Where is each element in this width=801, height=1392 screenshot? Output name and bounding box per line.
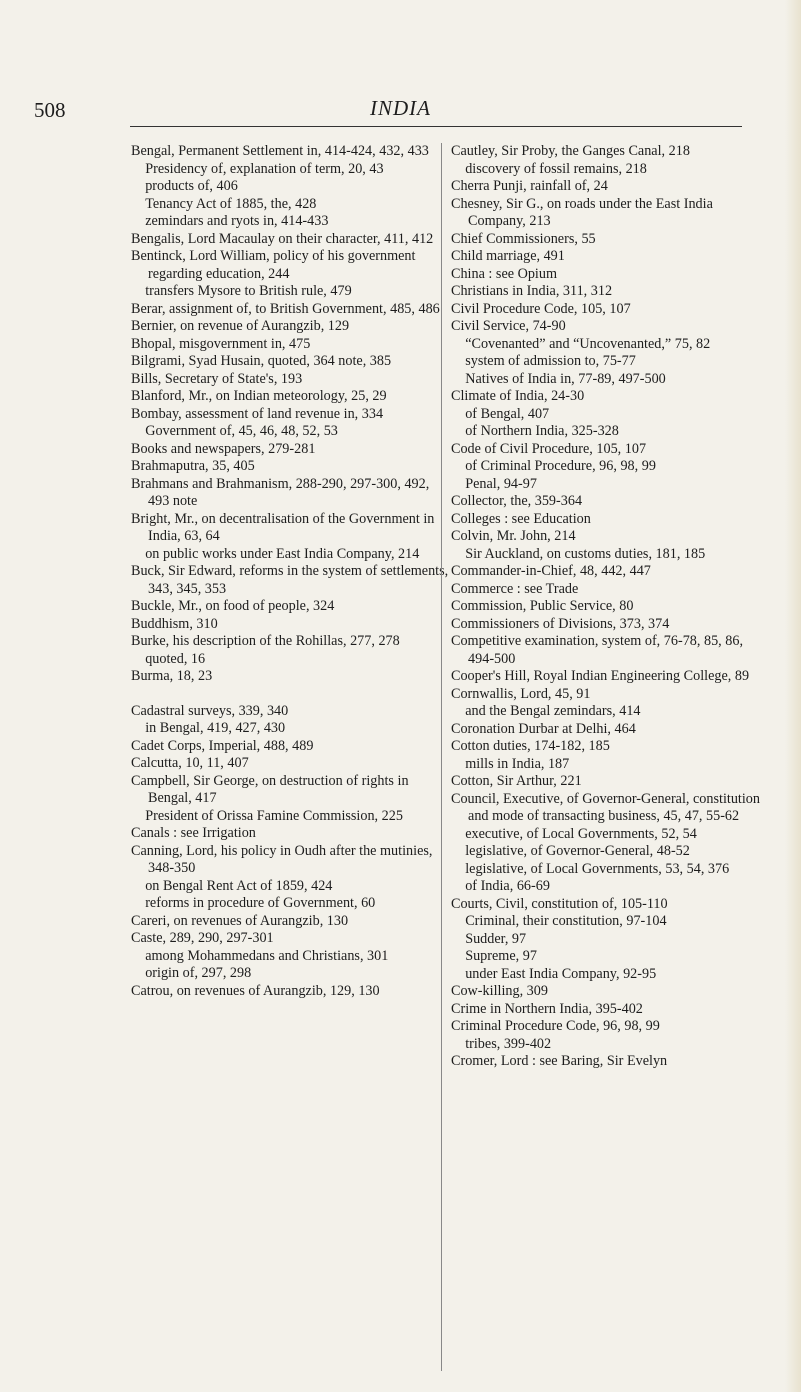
index-entry: Bright, Mr., on decentralisation of the Government in India, 63, 64	[131, 510, 435, 544]
index-entry: Bombay, assessment of land revenue in, 334	[131, 405, 384, 422]
index-subentry: Penal, 94-97	[465, 475, 537, 492]
index-entry: Cow-killing, 309	[451, 983, 548, 999]
index-entry: Books and newspapers, 279-281	[131, 440, 316, 457]
index-entry: Caste, 289, 290, 297-301	[131, 930, 274, 946]
index-entry: Bentinck, Lord William, policy of his government regarding education, 244	[131, 248, 416, 282]
index-entry: Bengalis, Lord Macaulay on their character, 411, 412	[131, 230, 434, 247]
index-entry: Cornwallis, Lord, 45, 91	[451, 685, 591, 702]
index-entry: Cooper's Hill, Royal Indian Engineering College, 89	[451, 668, 750, 684]
index-subentry: legislative, of Governor-General, 48-52	[465, 843, 690, 859]
index-entry: Careri, on revenues of Aurangzib, 130	[131, 912, 349, 929]
index-entry: Courts, Civil, constitution of, 105-110	[451, 895, 668, 912]
index-entry: Child marriage, 491	[451, 248, 565, 264]
index-entry: Colvin, Mr. John, 214	[451, 528, 576, 544]
index-entry: Bengal, Permanent Settlement in, 414-424, 432, 433	[131, 143, 429, 159]
index-entry: Coronation Durbar at Delhi, 464	[451, 720, 636, 737]
index-entry: Campbell, Sir George, on destruction of rights in Bengal, 417	[131, 772, 409, 806]
index-entry: Cadet Corps, Imperial, 488, 489	[131, 737, 314, 754]
index-subentry: of Northern India, 325-328	[465, 423, 619, 439]
index-entry: Cautley, Sir Proby, the Ganges Canal, 218	[451, 143, 690, 159]
index-entry: Buddhism, 310	[131, 615, 218, 632]
index-subentry: zemindars and ryots in, 414-433	[145, 213, 329, 229]
column-divider	[441, 143, 442, 1371]
index-column-left	[131, 143, 449, 1000]
index-entry: Code of Civil Procedure, 105, 107	[451, 440, 647, 457]
index-subentry: mills in India, 187	[465, 755, 570, 772]
index-subentry: transfers Mysore to British rule, 479	[145, 283, 352, 299]
index-subentry: on Bengal Rent Act of 1859, 424	[145, 877, 333, 894]
index-entry: Buck, Sir Edward, reforms in the system of settlements, 343, 345, 353	[131, 563, 449, 597]
index-entry: Commissioners of Divisions, 373, 374	[451, 615, 670, 632]
index-subentry: legislative, of Local Governments, 53, 54, 376	[465, 860, 730, 877]
index-subentry: Presidency of, explanation of term, 20, 43	[145, 160, 384, 177]
page-number: 508	[34, 98, 66, 122]
index-entry: Christians in India, 311, 312	[451, 283, 613, 299]
index-entry: Cotton duties, 174-182, 185	[451, 738, 610, 754]
index-entry: Civil Procedure Code, 105, 107	[451, 300, 631, 317]
index-entry: Bills, Secretary of State's, 193	[131, 370, 303, 387]
index-entry: Commander-in-Chief, 48, 442, 447	[451, 563, 651, 579]
header-rule	[130, 126, 742, 127]
index-subentry: of Bengal, 407	[465, 405, 550, 422]
index-entry: Burke, his description of the Rohillas, 277, 278	[131, 633, 400, 649]
index-entry: Chief Commissioners, 55	[451, 230, 596, 247]
index-subentry: Government of, 45, 46, 48, 52, 53	[145, 423, 338, 439]
index-column-right	[451, 143, 769, 1071]
index-entry: Buckle, Mr., on food of people, 324	[131, 598, 335, 614]
index-entry: Bernier, on revenue of Aurangzib, 129	[131, 318, 350, 334]
index-entry: Civil Service, 74-90	[451, 318, 566, 334]
index-subentry: among Mohammedans and Christians, 301	[145, 947, 389, 964]
index-subentry: origin of, 297, 298	[145, 965, 252, 981]
index-entry: Crime in Northern India, 395-402	[451, 1000, 643, 1017]
index-subentry: Supreme, 97	[465, 948, 537, 964]
index-subentry: Natives of India in, 77-89, 497-500	[465, 370, 666, 387]
index-entry: Brahmaputra, 35, 405	[131, 458, 255, 474]
index-entry: Berar, assignment of, to British Government, 485, 486	[131, 300, 440, 317]
index-subentry: discovery of fossil remains, 218	[465, 160, 647, 177]
index-entry: Collector, the, 359-364	[451, 493, 583, 509]
index-entry: Competitive examination, system of, 76-78, 85, 86, 494-500	[451, 633, 743, 667]
index-entry: Cotton, Sir Arthur, 221	[451, 773, 582, 789]
index-subentry: in Bengal, 419, 427, 430	[145, 720, 286, 736]
index-subentry: Sir Auckland, on customs duties, 181, 185	[465, 545, 706, 562]
index-entry: Blanford, Mr., on Indian meteorology, 25, 29	[131, 388, 387, 404]
index-entry: Criminal Procedure Code, 96, 98, 99	[451, 1018, 660, 1034]
index-entry: Bilgrami, Syad Husain, quoted, 364 note, 385	[131, 353, 392, 369]
index-subentry: executive, of Local Governments, 52, 54	[465, 825, 697, 842]
index-subentry: quoted, 16	[145, 650, 206, 667]
index-subentry: Tenancy Act of 1885, the, 428	[145, 195, 317, 212]
index-subentry: on public works under East India Company, 214	[145, 545, 420, 562]
running-head: INDIA	[370, 96, 431, 120]
index-subentry: Sudder, 97	[465, 930, 527, 947]
index-subentry: products of, 406	[145, 178, 238, 194]
index-subentry: of India, 66-69	[465, 878, 550, 894]
index-subentry: and the Bengal zemindars, 414	[465, 703, 641, 719]
index-entry: Calcutta, 10, 11, 407	[131, 755, 249, 771]
index-entry: Cadastral surveys, 339, 340	[131, 702, 289, 719]
index-subentry: tribes, 399-402	[465, 1035, 552, 1052]
index-entry: China : see Opium	[451, 265, 557, 282]
index-entry: Brahmans and Brahmanism, 288-290, 297-300, 492, 493 note	[131, 475, 430, 509]
index-entry: Commerce : see Trade	[451, 580, 579, 597]
index-subentry: under East India Company, 92-95	[465, 965, 657, 982]
index-entry: Burma, 18, 23	[131, 668, 213, 684]
index-subentry: of Criminal Procedure, 96, 98, 99	[465, 458, 656, 474]
index-entry: Chesney, Sir G., on roads under the East India Company, 213	[451, 195, 713, 229]
index-entry: Canals : see Irrigation	[131, 825, 256, 841]
index-entry: Canning, Lord, his policy in Oudh after the mutinies, 348-350	[131, 842, 433, 876]
index-entry: Cromer, Lord : see Baring, Sir Evelyn	[451, 1053, 668, 1069]
index-subentry: Criminal, their constitution, 97-104	[465, 913, 667, 929]
index-subentry: President of Orissa Famine Commission, 225	[145, 807, 403, 824]
index-entry: Council, Executive, of Governor-General, constitution and mode of transacting business, 45, 47, 55-62	[451, 790, 760, 824]
index-entry: Catrou, on revenues of Aurangzib, 129, 130	[131, 982, 380, 999]
index-subentry: “Covenanted” and “Uncovenanted,” 75, 82	[465, 335, 711, 352]
index-entry: Colleges : see Education	[451, 510, 591, 527]
index-entry: Climate of India, 24-30	[451, 388, 585, 404]
index-entry: Cherra Punji, rainfall of, 24	[451, 178, 608, 194]
index-subentry: reforms in procedure of Government, 60	[145, 895, 376, 911]
index-subentry: system of admission to, 75-77	[465, 353, 636, 369]
index-entry: Bhopal, misgovernment in, 475	[131, 335, 311, 352]
page-edge	[785, 0, 801, 1392]
index-entry: Commission, Public Service, 80	[451, 598, 634, 614]
